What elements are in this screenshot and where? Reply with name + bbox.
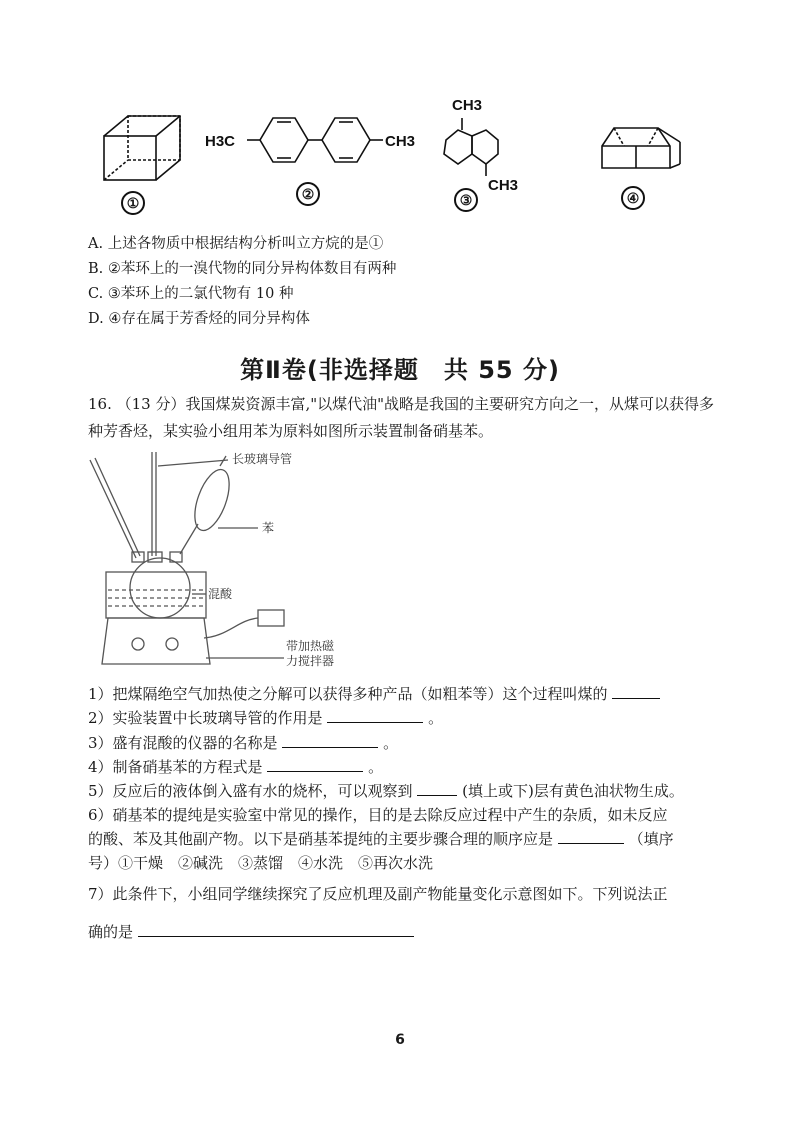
question-2-suffix: 。 <box>428 709 444 727</box>
structure-number-2: ② <box>296 182 320 206</box>
question-7-line-2 <box>88 920 728 944</box>
question-2-text: 2）实验装置中长玻璃导管的作用是 <box>88 709 323 727</box>
label-stirrer-1: 带加热磁 <box>286 639 335 653</box>
label-mixed-acid: 混酸 <box>208 587 233 601</box>
question-3-suffix: 。 <box>383 734 399 752</box>
question-5-suffix: (填上或下)层有黄色油状物生成。 <box>462 782 684 800</box>
answer-blank-2[interactable] <box>327 706 423 723</box>
structure-cube <box>100 112 186 184</box>
question-5-text: 5）反应后的液体倒入盛有水的烧杯，可以观察到 <box>88 782 413 800</box>
group-ch3-top: CH3 <box>452 97 483 114</box>
question-1 <box>88 682 728 706</box>
answer-blank-6[interactable] <box>558 827 624 844</box>
question-6-line-2 <box>88 827 728 851</box>
label-long-glass-tube: 长玻璃导管 <box>232 452 293 466</box>
option-d: D. ④存在属于芳香烃的同分异构体 <box>88 311 310 327</box>
answer-blank-1[interactable] <box>612 682 660 699</box>
question-6-text: 的酸、苯及其他副产物。以下是硝基苯提纯的主要步骤合理的顺序应是 <box>88 830 554 848</box>
label-stirrer-2: 力搅拌器 <box>286 654 335 668</box>
answer-blank-5[interactable] <box>417 779 457 796</box>
group-ch3-right: CH3 <box>385 133 416 150</box>
question-3-text: 3）盛有混酸的仪器的名称是 <box>88 734 278 752</box>
option-b: B. ②苯环上的一溴代物的同分异构体数目有两种 <box>88 261 397 277</box>
group-ch3-bottom: CH3 <box>488 177 519 194</box>
answer-blank-4[interactable] <box>267 755 363 772</box>
group-h3c: H3C <box>205 133 236 150</box>
question-6-suffix: （填序 <box>628 830 674 848</box>
answer-blank-7[interactable] <box>138 920 414 937</box>
structure-number-4: ④ <box>621 186 645 210</box>
label-benzene: 苯 <box>262 521 275 535</box>
structure-cage <box>596 124 686 174</box>
question-4-text: 4）制备硝基苯的方程式是 <box>88 758 263 776</box>
answer-blank-3[interactable] <box>282 731 378 748</box>
question-7-text: 确的是 <box>88 923 134 941</box>
question16-intro: 16. （13 分）我国煤炭资源丰富,"以煤代油"战略是我国的主要研究方向之一，从煤可以获得多种芳香烃，某实验小组用苯为原料如图所示装置制备硝基苯。 <box>88 395 715 440</box>
question-7-line-1: 7）此条件下，小组同学继续探究了反应机理及副产物能量变化示意图如下。下列说法正 <box>88 885 668 903</box>
question-6-line-3: 号）①干燥 ②碱洗 ③蒸馏 ④水洗 ⑤再次水洗 <box>88 854 434 872</box>
page-number: 6 <box>395 1032 405 1048</box>
question-5 <box>88 779 728 803</box>
structure-dimethylnaphthalene <box>432 92 542 202</box>
question-6-line-1: 6）硝基苯的提纯是实验室中常见的操作，目的是去除反应过程中产生的杂质，如未反应 <box>88 806 668 824</box>
apparatus-diagram <box>88 448 318 678</box>
question-2 <box>88 706 728 730</box>
structure-number-3: ③ <box>454 188 478 212</box>
question-3 <box>88 731 728 755</box>
option-a: A. 上述各物质中根据结构分析叫立方烷的是① <box>88 236 384 252</box>
question-4-suffix: 。 <box>368 758 384 776</box>
question-4 <box>88 755 728 779</box>
section-title: 第Ⅱ卷(非选择题 共 55 分) <box>240 356 560 384</box>
structure-number-1: ① <box>121 191 145 215</box>
structure-dimethylbiphenyl <box>205 112 420 172</box>
option-c: C. ③苯环上的二氯代物有 10 种 <box>88 286 294 302</box>
question-1-text: 1）把煤隔绝空气加热使之分解可以获得多种产品（如粗苯等）这个过程叫煤的 <box>88 685 608 703</box>
